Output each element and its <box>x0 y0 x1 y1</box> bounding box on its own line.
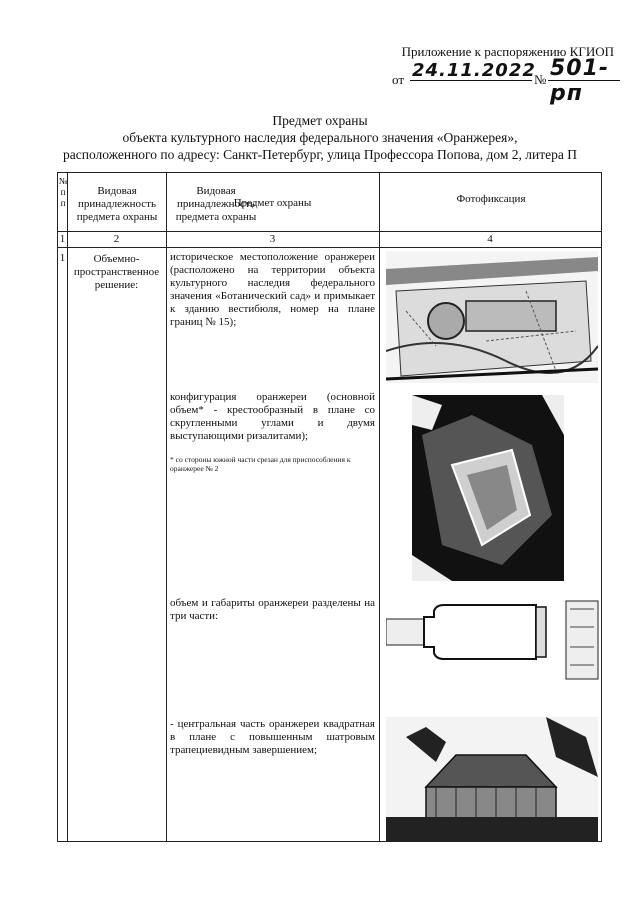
floor-plan-image <box>386 597 600 683</box>
col-divider-2 <box>166 173 167 841</box>
building-photo <box>386 717 598 841</box>
col-number-1: 1 <box>59 233 66 245</box>
order-number: 501-рп <box>550 56 610 106</box>
title-line-1: Предмет охраны <box>272 113 368 128</box>
appendix-header: Приложение к распоряжению КГИОП <box>401 44 614 59</box>
subject-configuration: конфигурация оранжереи (основной объем* - крестообразный в плане со скругленными углами и двумя выступающими ризалитами); <box>170 391 375 442</box>
header-type: Видовая принадлежность предмета охраны <box>175 185 257 223</box>
row-type: Объемно-пространственное решение: <box>73 253 160 291</box>
col-divider-3 <box>379 173 380 841</box>
col-divider-1 <box>67 173 68 841</box>
aerial-photo <box>412 395 564 581</box>
order-date: 24.11.2022 <box>412 60 536 81</box>
header-num: № п п <box>58 176 68 208</box>
col-number-3: 3 <box>269 233 276 245</box>
title-line-3: расположенного по адресу: Санкт-Петербург, улица Профессора Попова, дом 2, литера П <box>63 147 577 162</box>
header-photo: Фотофиксация <box>456 193 526 205</box>
site-plan-image <box>386 251 598 383</box>
header-type: Видовая принадлежность предмета охраны <box>76 185 158 223</box>
subject-note: * со стороны южной части срезан для приспособления к оранжерее № 2 <box>170 455 351 473</box>
number-underline <box>548 80 620 81</box>
subject-location: историческое местоположение оранжереи (расположено на территории объекта культурного наследия федерального значения «Ботанический сад» и примыкает к зданию вестибюля, номер на плане границ № 15); <box>170 251 375 328</box>
subject-volume: объем и габариты оранжереи разделены на три части: <box>170 597 375 622</box>
number-label: № <box>534 72 547 87</box>
row-number: 1 <box>59 252 66 264</box>
date-underline <box>410 80 532 81</box>
document-title <box>0 112 640 163</box>
col-number-2: 2 <box>113 233 120 245</box>
order-line <box>392 56 622 106</box>
col-number-4: 4 <box>487 233 493 245</box>
from-label: от <box>392 72 405 87</box>
title-line-2: объекта культурного наследия федерального значения «Оранжерея», <box>122 130 518 145</box>
protection-table <box>57 172 602 842</box>
subject-central-part: - центральная часть оранжереи квадратная в плане с повышенным шатровым трапециевидным завершением; <box>170 718 375 756</box>
header-divider <box>58 231 601 232</box>
col-numbers-divider <box>58 247 601 248</box>
header-subject: Предмет охраны <box>233 197 312 209</box>
